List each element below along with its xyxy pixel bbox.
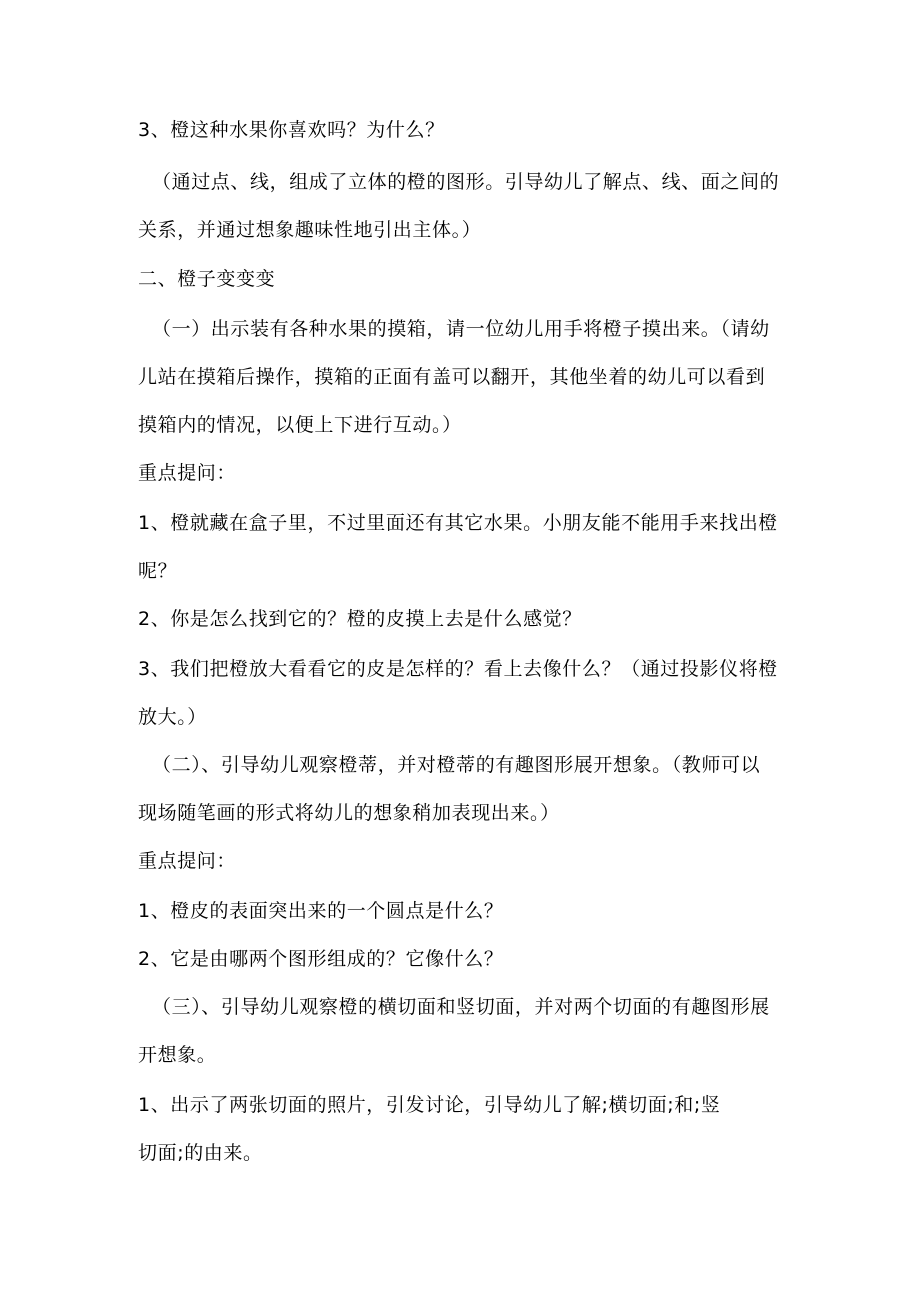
text-line: （二）、引导幼儿观察橙蒂，并对橙蒂的有趣图形展开想象。（教师可以 — [152, 754, 761, 776]
text-line: 放大。） — [138, 706, 207, 728]
text-line: 呢？ — [138, 560, 178, 582]
subheading: 重点提问： — [138, 850, 237, 872]
text-line: 现场随笔画的形式将幼儿的想象稍加表现出来。） — [138, 802, 560, 824]
text-line: 切面;的由来。 — [138, 1142, 263, 1164]
text-line: 1、橙就藏在盒子里，不过里面还有其它水果。小朋友能不能用手来找出橙 — [138, 512, 778, 534]
text-line: （三）、引导幼儿观察橙的横切面和竖切面，并对两个切面的有趣图形展 — [152, 996, 770, 1018]
text-line: （通过点、线，组成了立体的橙的图形。引导幼儿了解点、线、面之间的 — [152, 171, 780, 193]
text-line: 3、我们把橙放大看看它的皮是怎样的？看上去像什么？（通过投影仪将橙 — [138, 658, 778, 680]
text-line: 开想象。 — [138, 1044, 217, 1066]
text-line: （一）出示装有各种水果的摸箱，请一位幼儿用手将橙子摸出来。（请幼 — [152, 318, 770, 340]
text-line: 3、橙这种水果你喜欢吗？为什么？ — [138, 119, 445, 141]
section-heading: 二、橙子变变变 — [138, 268, 276, 290]
text-line: 关系，并通过想象趣味性地引出主体。） — [138, 219, 482, 241]
subheading: 重点提问： — [138, 462, 237, 484]
text-line: 2、它是由哪两个图形组成的？它像什么？ — [138, 948, 504, 970]
text-line: 儿站在摸箱后操作，摸箱的正面有盖可以翻开，其他坐着的幼儿可以看到 — [138, 366, 766, 388]
text-line: 1、出示了两张切面的照片，引发讨论，引导幼儿了解;横切面;和;竖 — [138, 1094, 721, 1116]
text-line: 摸箱内的情况，以便上下进行互动。） — [138, 414, 462, 436]
text-line: 1、橙皮的表面突出来的一个圆点是什么？ — [138, 900, 504, 922]
text-line: 2、你是怎么找到它的？橙的皮摸上去是什么感觉？ — [138, 608, 582, 630]
